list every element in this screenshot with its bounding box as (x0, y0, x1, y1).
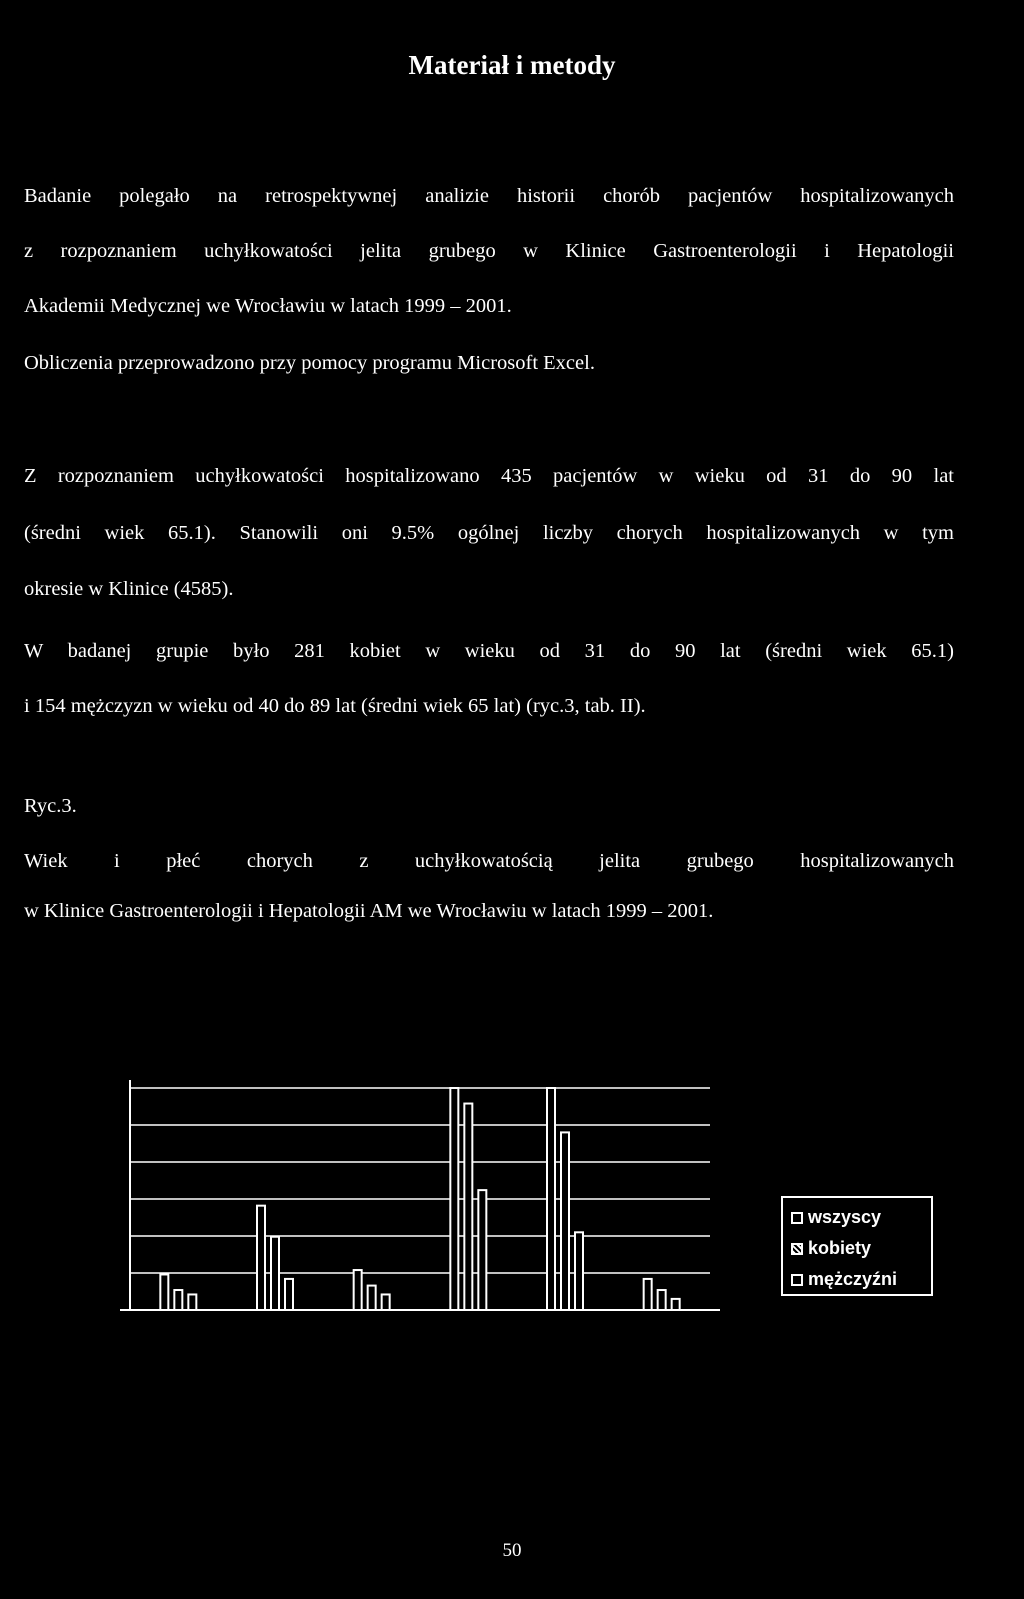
bar-wszyscy-2 (257, 1206, 265, 1310)
paragraph2-line5: i 154 mężczyzn w wieku od 40 do 89 lat (średni wiek 65 lat) (ryc.3, tab. II). (24, 695, 646, 717)
bar-mezczyzni-4 (478, 1190, 486, 1310)
bar-kobiety-1 (174, 1290, 182, 1310)
paragraph1-line3: Akademii Medycznej we Wrocławiu w latach 1999 – 2001. (24, 295, 512, 317)
legend-label-kobiety: kobiety (808, 1238, 872, 1258)
paragraph2-line3: okresie w Klinice (4585). (24, 578, 234, 600)
figure-label: Ryc.3. (24, 795, 77, 817)
legend-swatch-hatched-icon (791, 1243, 803, 1255)
legend-label-mezczyzni: mężczyźni (808, 1269, 898, 1289)
bar-wszyscy-4 (450, 1088, 458, 1310)
bar-wszyscy-1 (160, 1274, 168, 1310)
bar-mezczyzni-6 (672, 1299, 680, 1310)
bar-mezczyzni-2 (285, 1279, 293, 1310)
legend-swatch-empty-icon (791, 1274, 803, 1286)
age-sex-bar-chart (110, 1080, 730, 1320)
page-number: 50 (502, 1540, 522, 1561)
bar-kobiety-3 (368, 1286, 376, 1310)
bar-mezczyzni-5 (575, 1232, 583, 1310)
bar-kobiety-2 (271, 1237, 279, 1310)
legend-item-mezczyzni (791, 1264, 931, 1295)
figure-caption-line2: w Klinice Gastroenterologii i Hepatologii AM we Wrocławiu w latach 1999 – 2001. (24, 900, 714, 922)
paragraph2-line2: (średni wiek 65.1). Stanowili oni 9.5% ogólnej liczby chorych hospitalizowanych w tym (24, 522, 954, 544)
bar-mezczyzni-1 (188, 1294, 196, 1310)
bar-kobiety-4 (464, 1104, 472, 1310)
paragraph1-line4: Obliczenia przeprowadzono przy pomocy programu Microsoft Excel. (24, 352, 595, 374)
legend-item-kobiety (791, 1233, 931, 1264)
grid-lines (130, 1088, 710, 1273)
figure-caption-line1: Wiek i płeć chorych z uchyłkowatością jelita grubego hospitalizowanych (24, 850, 954, 872)
bar-wszyscy-5 (547, 1088, 555, 1310)
legend-label-wszyscy: wszyscy (808, 1207, 882, 1227)
chart-legend (781, 1196, 933, 1296)
bar-kobiety-5 (561, 1132, 569, 1310)
paragraph2-line4: W badanej grupie było 281 kobiet w wieku od 31 do 90 lat (średni wiek 65.1) (24, 640, 954, 662)
bar-mezczyzni-3 (382, 1294, 390, 1310)
paragraph2-line1: Z rozpoznaniem uchyłkowatości hospitalizowano 435 pacjentów w wieku od 31 do 90 lat (24, 465, 954, 487)
paragraph1-line1: Badanie polegało na retrospektywnej analizie historii chorób pacjentów hospitalizowanych (24, 185, 954, 207)
bar-kobiety-6 (658, 1290, 666, 1310)
legend-swatch-empty-icon (791, 1212, 803, 1224)
bar-wszyscy-3 (354, 1270, 362, 1310)
section-heading: Materiał i metody (408, 50, 616, 80)
legend-item-wszyscy (791, 1202, 931, 1233)
paragraph1-line2: z rozpoznaniem uchyłkowatości jelita grubego w Klinice Gastroenterologii i Hepatologii (24, 240, 954, 262)
bar-wszyscy-6 (644, 1279, 652, 1310)
